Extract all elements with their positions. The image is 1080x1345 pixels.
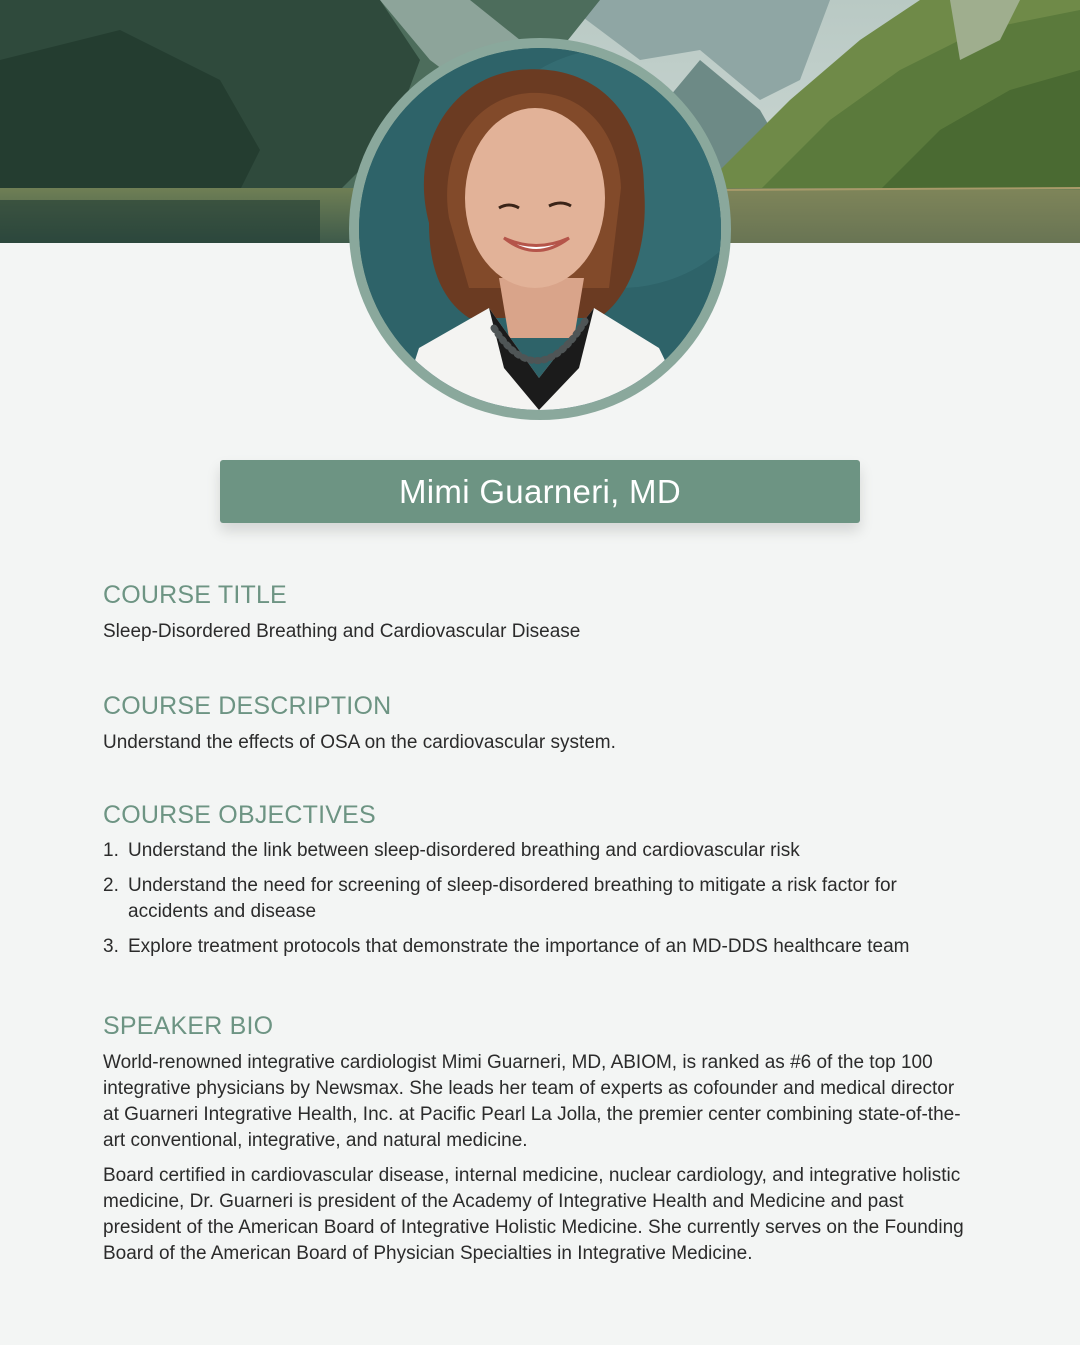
list-item-number: 1. xyxy=(103,840,119,861)
list-item xyxy=(103,934,998,960)
course-description-section xyxy=(103,691,973,756)
list-item xyxy=(103,873,913,925)
speaker-bio-paragraph: Board certified in cardiovascular disease, internal medicine, nuclear cardiology, and integrative holistic medicine, Dr. Guarneri is president of the Academy of Integrative Health and Medicine and past president of the American Board of Integrative Holistic Medicine. She currently serves on the Founding Board of the American Board of Physician Specialties in Integrative Medicine. xyxy=(103,1165,964,1264)
list-item-number: 2. xyxy=(103,875,119,896)
list-item xyxy=(103,838,913,864)
list-item-text: Explore treatment protocols that demonstrate the importance of an MD-DDS healthcare team xyxy=(128,936,910,957)
speaker-name-banner xyxy=(220,460,860,523)
objectives-list xyxy=(103,838,913,960)
course-description-heading: COURSE DESCRIPTION xyxy=(103,692,392,720)
speaker-portrait-frame xyxy=(349,38,731,420)
course-title-heading: COURSE TITLE xyxy=(103,581,287,609)
speaker-portrait-photo xyxy=(359,48,721,410)
list-item-number: 3. xyxy=(103,936,119,957)
list-item-text: Understand the need for screening of sleep-disordered breathing to mitigate a risk factor for accidents and disease xyxy=(128,875,897,922)
list-item-text: Understand the link between sleep-disordered breathing and cardiovascular risk xyxy=(128,840,800,861)
course-objectives-heading: COURSE OBJECTIVES xyxy=(103,801,376,829)
speaker-name: Mimi Guarneri, MD xyxy=(399,472,681,510)
speaker-bio-paragraph: World-renowned integrative cardiologist Mimi Guarneri, MD, ABIOM, is ranked as #6 of the top 100 integrative physicians by Newsmax. She leads her team of experts as cofounder and medical director at Guarneri Integrative Health, Inc. at Pacific Pearl La Jolla, the premier center combining state-of-the-art conventional, integrative, and natural medicine. xyxy=(103,1052,961,1151)
course-title-text: Sleep-Disordered Breathing and Cardiovascular Disease xyxy=(103,621,581,642)
course-title-section xyxy=(103,580,973,645)
course-description-text: Understand the effects of OSA on the cardiovascular system. xyxy=(103,732,616,753)
speaker-bio-section xyxy=(103,1011,968,1276)
course-objectives-section xyxy=(103,800,973,969)
speaker-bio-heading: SPEAKER BIO xyxy=(103,1012,274,1040)
